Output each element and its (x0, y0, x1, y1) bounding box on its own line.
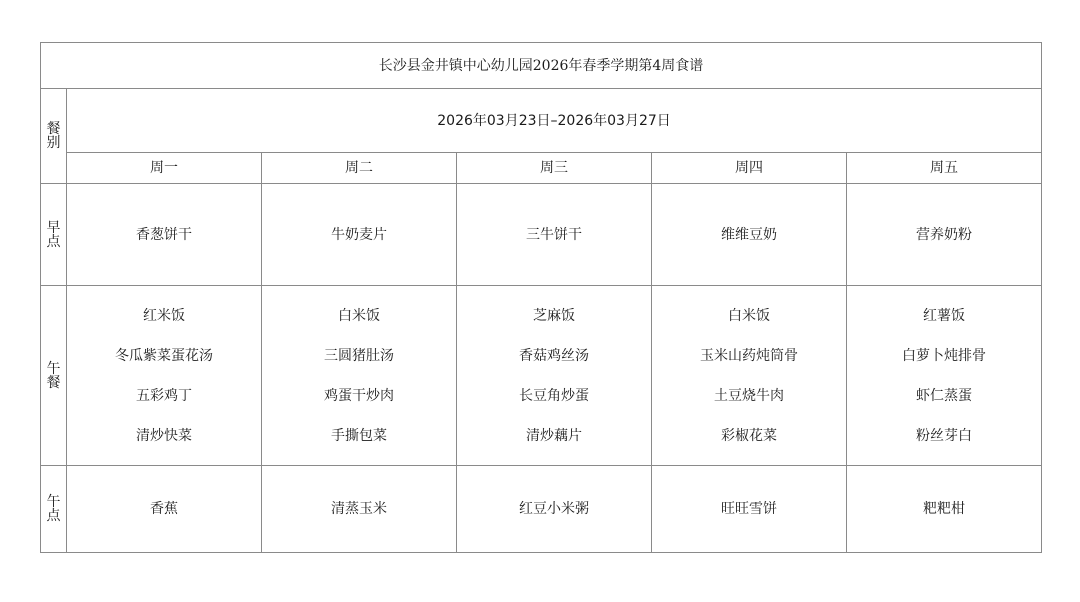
meal-label-char: 餐 (46, 374, 61, 391)
meal-category-header-char: 别 (46, 135, 61, 151)
date-range: 2026年03月23日–2026年03月27日 (67, 89, 1042, 153)
dish-item: 土豆烧牛肉 (714, 387, 784, 404)
meal-row-lunch (41, 286, 1042, 466)
meal-label-char: 点 (46, 233, 61, 250)
meal-label-breakfast (41, 184, 67, 286)
menu-cell (262, 286, 457, 466)
dish-item: 清炒快菜 (136, 427, 192, 444)
dish-item: 旺旺雪饼 (721, 501, 777, 517)
dish-item: 香菇鸡丝汤 (519, 347, 589, 364)
dish-item: 白萝卜炖排骨 (902, 347, 987, 364)
dish-item: 清蒸玉米 (331, 501, 387, 517)
title-row (41, 43, 1042, 89)
menu-cell (847, 466, 1042, 553)
dish-item: 香蕉 (150, 501, 178, 517)
dish-item: 红米饭 (143, 307, 185, 324)
menu-cell (457, 184, 652, 286)
menu-cell (457, 286, 652, 466)
weekly-menu-table (40, 42, 1042, 553)
weekday-header-thu: 周四 (652, 153, 847, 184)
menu-cell (67, 286, 262, 466)
weekday-header-fri: 周五 (847, 153, 1042, 184)
dish-item: 冬瓜紫菜蛋花汤 (115, 347, 213, 364)
dish-item: 营养奶粉 (916, 226, 973, 243)
meal-label-char: 午 (46, 360, 61, 377)
page-title: 长沙县金井镇中心幼儿园2026年春季学期第4周食谱 (41, 43, 1042, 89)
meal-category-header-char: 餐 (46, 121, 61, 137)
dish-item: 鸡蛋干炒肉 (324, 387, 394, 404)
dish-item: 粑粑柑 (923, 501, 966, 517)
dish-item: 红薯饭 (923, 307, 966, 324)
menu-cell (262, 184, 457, 286)
menu-cell (67, 184, 262, 286)
dish-item: 芝麻饭 (533, 307, 575, 324)
meal-label-char: 早 (46, 219, 61, 236)
weekday-header-row (41, 153, 1042, 184)
date-row (41, 89, 1042, 153)
dish-item: 白米饭 (728, 307, 770, 324)
meal-label-lunch (41, 286, 67, 466)
menu-cell (847, 286, 1042, 466)
menu-cell (652, 286, 847, 466)
menu-cell (457, 466, 652, 553)
menu-cell (262, 466, 457, 553)
weekday-header-wed: 周三 (457, 153, 652, 184)
weekday-header-tue: 周二 (262, 153, 457, 184)
dish-item: 五彩鸡丁 (136, 387, 192, 404)
meal-label-afternoon-snack (41, 466, 67, 553)
menu-cell (652, 466, 847, 553)
meal-category-header (41, 89, 67, 184)
dish-item: 玉米山药炖筒骨 (700, 347, 798, 364)
weekday-header-mon: 周一 (67, 153, 262, 184)
dish-item: 牛奶麦片 (331, 226, 387, 243)
dish-item: 虾仁蒸蛋 (916, 387, 973, 404)
dish-item: 手撕包菜 (331, 427, 387, 444)
dish-item: 清炒藕片 (526, 427, 582, 444)
dish-item: 白米饭 (338, 307, 380, 324)
meal-row-afternoon-snack (41, 466, 1042, 553)
menu-cell (847, 184, 1042, 286)
meal-label-char: 点 (46, 508, 61, 524)
dish-item: 香葱饼干 (136, 226, 192, 243)
menu-cell (67, 466, 262, 553)
dish-item: 三圆猪肚汤 (324, 347, 394, 364)
dish-item: 长豆角炒蛋 (519, 387, 589, 404)
dish-item: 三牛饼干 (526, 226, 582, 243)
dish-item: 粉丝芽白 (916, 427, 973, 444)
dish-item: 维维豆奶 (721, 226, 777, 243)
dish-item: 彩椒花菜 (721, 427, 777, 444)
menu-cell (652, 184, 847, 286)
dish-item: 红豆小米粥 (519, 501, 589, 517)
meal-label-char: 午 (46, 494, 61, 510)
meal-row-breakfast (41, 184, 1042, 286)
